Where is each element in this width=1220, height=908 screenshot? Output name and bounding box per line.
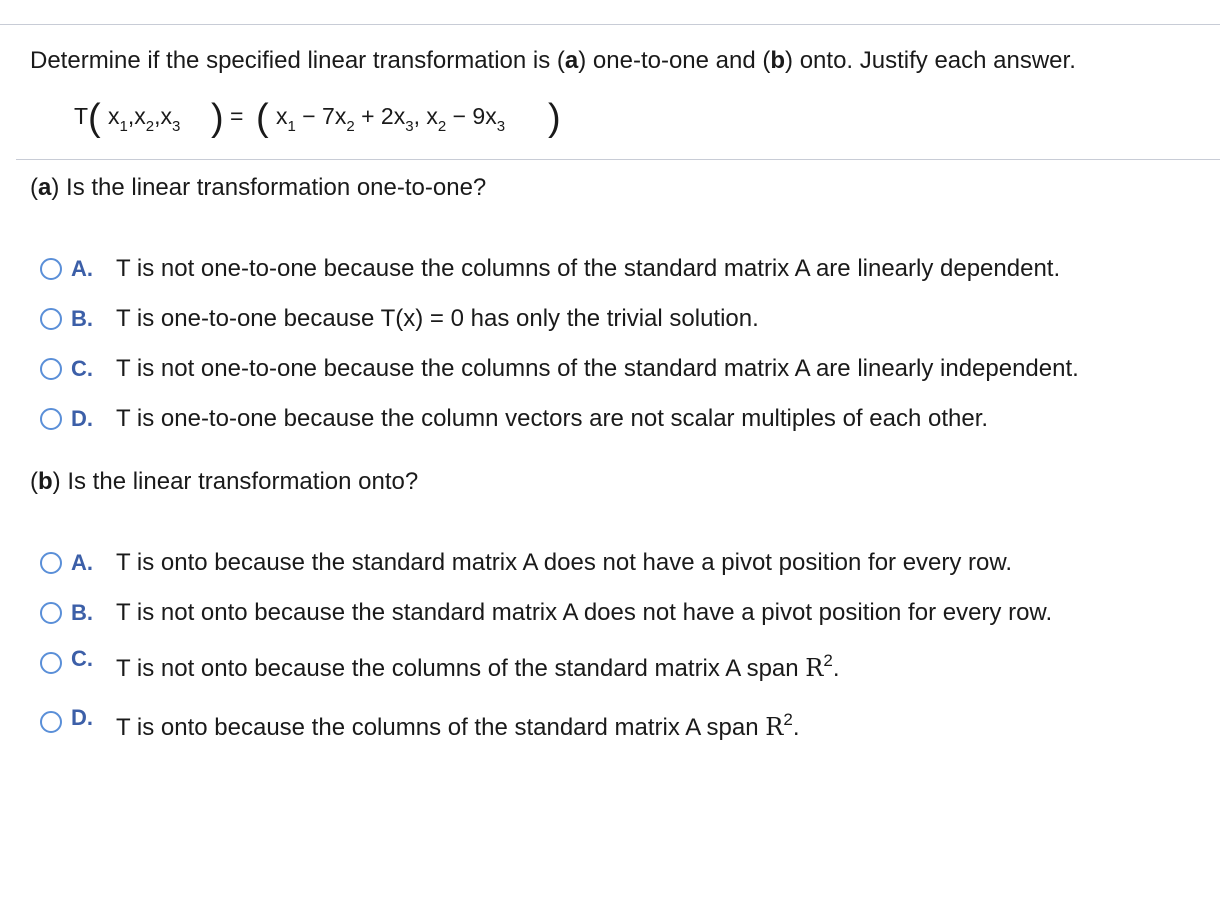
question-b: (b) Is the linear transformation onto?: [30, 468, 419, 495]
radio-button[interactable]: [40, 552, 62, 574]
question-a: (a) Is the linear transformation one-to-one?: [30, 174, 487, 201]
transformation-equation: T ( $x_1,x_2,x_3$ ) = ( $x_1 - 7x_2 + 2x_3$, $x_2 - 9x_3$ ): [74, 97, 561, 139]
instructions: Determine if the specified linear transformation is (a) one-to-one and (b) onto. Justify each answer.: [30, 47, 1076, 74]
radio-button[interactable]: [40, 711, 62, 733]
option-b-B[interactable]: B. T is not onto because the standard matrix A does not have a pivot position for every row.: [40, 600, 1210, 630]
radio-button[interactable]: [40, 258, 62, 280]
option-a-B[interactable]: B. T is one-to-one because T(x) = 0 has only the trivial solution.: [40, 306, 1210, 336]
option-a-D[interactable]: D. T is one-to-one because the column vectors are not scalar multiples of each other.: [40, 406, 1210, 436]
option-a-A[interactable]: A. T is not one-to-one because the columns of the standard matrix A are linearly dependent.: [40, 256, 1210, 286]
radio-button[interactable]: [40, 308, 62, 330]
radio-button[interactable]: [40, 602, 62, 624]
option-b-C[interactable]: C. T is not onto because the columns of the standard matrix A span $R^2$.: [40, 650, 1210, 680]
option-a-C[interactable]: C. T is not one-to-one because the columns of the standard matrix A are linearly independent.: [40, 356, 1210, 386]
radio-button[interactable]: [40, 408, 62, 430]
top-divider: [0, 24, 1220, 25]
option-b-D[interactable]: D. T is onto because the columns of the standard matrix A span $R^2$.: [40, 709, 1210, 739]
radio-button[interactable]: [40, 652, 62, 674]
section-divider: [16, 159, 1220, 160]
radio-button[interactable]: [40, 358, 62, 380]
option-b-A[interactable]: A. T is onto because the standard matrix A does not have a pivot position for every row.: [40, 550, 1210, 580]
